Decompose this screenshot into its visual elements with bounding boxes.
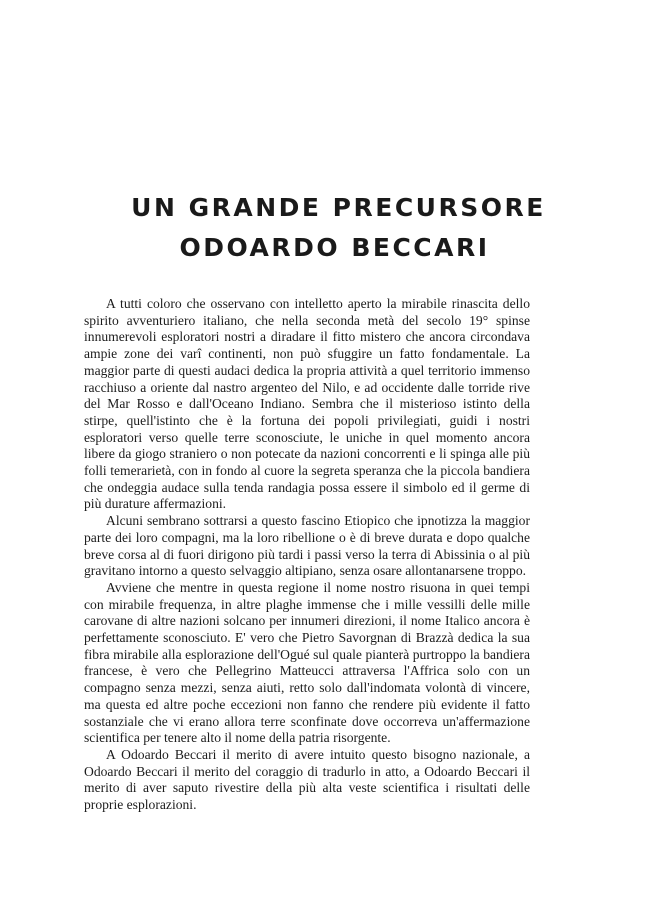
title-line-2: ODOARDO BECCARI <box>179 233 490 262</box>
article-body <box>84 296 530 814</box>
paragraph-3: Avviene che mentre in questa regione il nome nostro risuona in quei tempi con mirabile frequenza, in altre plaghe immense che i mille vessilli delle mille carovane di altre nazioni solcano per innumeri direzioni, il nome Italico ancora è perfettamente sconosciuto. E' vero che Pietro Savorgnan di Brazzà dedica la sua fibra mirabile alla esplorazione dell'Ogué sul quale pianterà purtroppo la bandiera francese, è vero che Pellegrino Matteucci attraversa l'Affrica solo con un compagno senza mezzi, senza aiuti, retto solo dall'indomata volontà di vincere, ma questa ed altre poche eccezioni non fanno che rendere più evidente il fatto sostanziale che vi erano allora terre sconfinate dove occorreva un'affermazione scientifica per tenere alto il nome della patria risorgente. <box>84 579 530 746</box>
paragraph-1: A tutti coloro che osservano con intelletto aperto la mirabile rinascita dello spirito avventuriero italiano, che nella seconda metà del secolo 19° spinse innumerevoli esploratori nostri a diradare il fitto mistero che ancora circondava ampie zone dei varî continenti, non può sfuggire un fatto fondamentale. La maggior parte di questi audaci dedica la propria attività a quel territorio immenso racchiuso a oriente dal nastro argenteo del Nilo, e ad occidente dalle torride rive del Mar Rosso e dall'Oceano Indiano. Sembra che il misterioso istinto della stirpe, quell'istinto che è la fortuna dei popoli privilegiati, guidi i nostri esploratori verso quelle terre sconosciute, le uniche in quel momento ancora libere da giogo straniero o non potecate da nazioni concorrenti e li spinga alle più folli temerarietà, con in fondo al cuore la segreta speranza che la piccola bandiera che ondeggia audace sulla tenda randagia possa essere il simbolo ed il germe di più durature affermazioni. <box>84 296 530 512</box>
title-line-1: UN GRANDE PRECURSORE <box>131 193 546 222</box>
article-title <box>0 188 659 268</box>
paragraph-4: A Odoardo Beccari il merito di avere intuito questo bisogno nazionale, a Odoardo Beccari il merito del coraggio di tradurlo in atto, a Odoardo Beccari il merito di aver saputo rivestire della più alta veste scientifica i risultati delle proprie esplorazioni. <box>84 746 530 813</box>
paragraph-2: Alcuni sembrano sottrarsi a questo fascino Etiopico che ipnotizza la maggior parte dei loro compagni, ma la loro ribellione o è di breve durata e dopo qualche breve corsa al di fuori dirigono più tardi i passi verso la terra di Abissinia o al più gravitano intorno a questo selvaggio altipiano, senza osare allontanarsene troppo. <box>84 513 530 579</box>
